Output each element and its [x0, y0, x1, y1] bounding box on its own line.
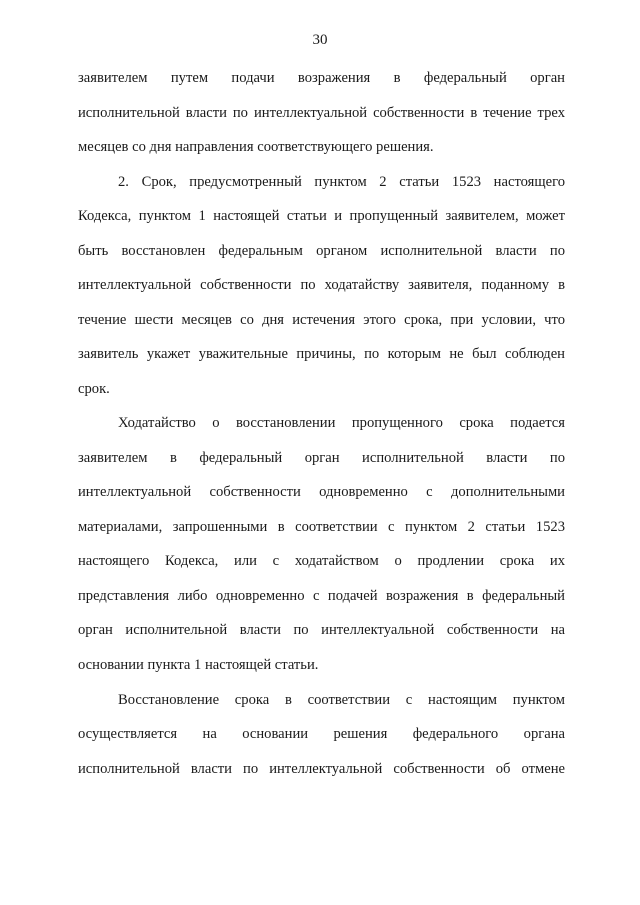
text-line: 2. Срок, предусмотренный пунктом 2 статьи 1523 настоящего: [118, 174, 565, 190]
text-line: заявитель укажет уважительные причины, по которым не был соблюден: [78, 346, 565, 362]
text-line: Кодекса, пунктом 1 настоящей статьи и пропущенный заявителем, может: [78, 208, 565, 224]
text-line: Ходатайство о восстановлении пропущенного срока подается: [118, 415, 565, 431]
text-line: течение шести месяцев со дня истечения этого срока, при условии, что: [78, 312, 565, 328]
text-line: орган исполнительной власти по интеллектуальной собственности на: [78, 622, 565, 638]
text-line: исполнительной власти по интеллектуальной собственности в течение трех: [78, 105, 565, 121]
text-line: материалами, запрошенными в соответствии с пунктом 2 статьи 1523: [78, 519, 565, 535]
text-line: заявителем путем подачи возражения в федеральный орган: [78, 70, 565, 86]
text-line: исполнительной власти по интеллектуальной собственности об отмене: [78, 761, 565, 777]
text-line: интеллектуальной собственности одновременно с дополнительными: [78, 484, 565, 500]
page-number: 30: [312, 32, 328, 48]
text-line: заявителем в федеральный орган исполнительной власти по: [78, 450, 565, 466]
text-line: Восстановление срока в соответствии с настоящим пунктом: [118, 692, 565, 708]
text-line: срок.: [78, 381, 110, 397]
text-line: настоящего Кодекса, или с ходатайством о продлении срока их: [78, 553, 565, 569]
text-line: осуществляется на основании решения федерального органа: [78, 726, 565, 742]
text-line: быть восстановлен федеральным органом исполнительной власти по: [78, 243, 565, 259]
text-line: месяцев со дня направления соответствующего решения.: [78, 139, 434, 155]
text-line: основании пункта 1 настоящей статьи.: [78, 657, 319, 673]
text-line: представления либо одновременно с подачей возражения в федеральный: [78, 588, 565, 604]
text-line: интеллектуальной собственности по ходатайству заявителя, поданному в: [78, 277, 565, 293]
